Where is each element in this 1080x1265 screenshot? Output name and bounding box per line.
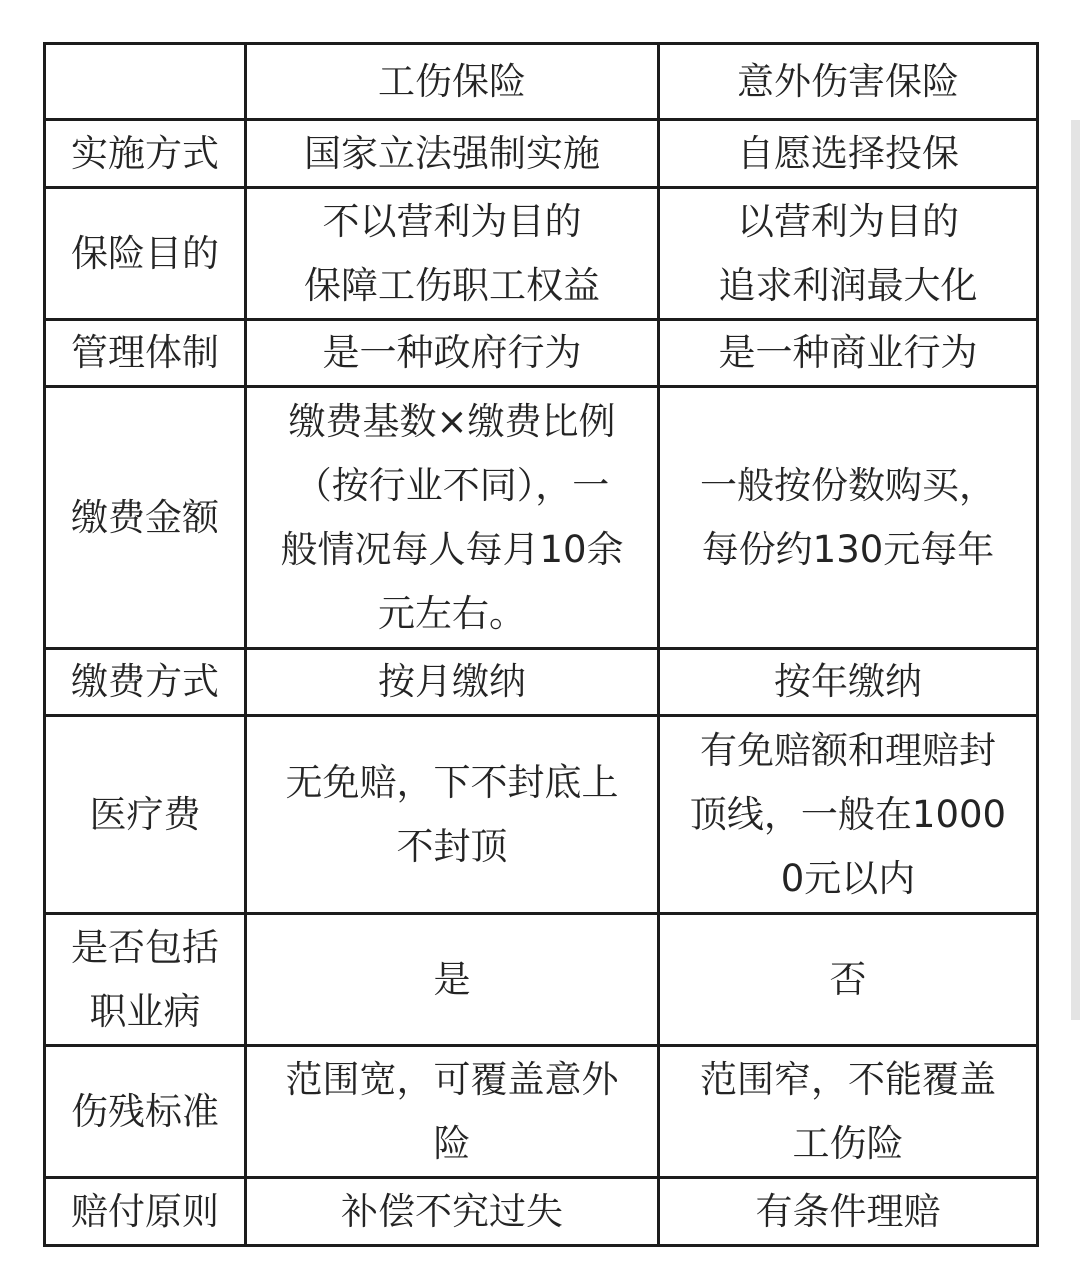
cell-text-line: 顶线，一般在1000	[689, 792, 1007, 836]
cell-text-line: 每份约130元每年	[701, 527, 995, 571]
row-label-cell	[45, 914, 246, 1046]
header-work-injury-insurance: 工伤保险	[246, 44, 659, 120]
cell-text-line: 不以营利为目的	[322, 199, 582, 243]
accident-insurance-cell	[659, 1046, 1038, 1178]
cell-text-line: 是	[433, 957, 471, 1001]
row-label-cell	[45, 716, 246, 914]
cell-text-line: 是一种商业行为	[718, 331, 978, 374]
cell-text-line: 赔付原则	[71, 1189, 219, 1233]
cell-text-line: 是一种政府行为	[322, 331, 582, 374]
row-contribution-amount	[45, 387, 1038, 649]
header-row	[45, 44, 1038, 120]
row-disability-standard	[45, 1046, 1038, 1178]
scrollbar-track[interactable]	[1071, 120, 1080, 1020]
header-accident-insurance: 意外伤害保险	[659, 44, 1038, 120]
cell-text-line: 国家立法强制实施	[304, 131, 600, 175]
cell-text-line: 有条件理赔	[755, 1189, 941, 1233]
row-medical-expenses	[45, 716, 1038, 914]
cell-text-line: 工伤险	[792, 1121, 904, 1165]
cell-text-line: 无免赔，下不封底上	[285, 760, 619, 804]
row-label-cell	[45, 1178, 246, 1246]
cell-text-line: 管理体制	[71, 331, 219, 374]
cell-text-line: 缴费金额	[71, 495, 219, 539]
cell-text-line: 0元以内	[780, 856, 916, 900]
accident-insurance-cell	[659, 387, 1038, 649]
work-injury-cell	[246, 120, 659, 188]
work-injury-cell	[246, 188, 659, 320]
work-injury-cell	[246, 1046, 659, 1178]
accident-insurance-cell	[659, 188, 1038, 320]
cell-text-line: 按年缴纳	[774, 660, 922, 703]
row-label-cell	[45, 649, 246, 716]
cell-text-line: 缴费方式	[71, 660, 219, 703]
cell-text-line: 保障工伤职工权益	[304, 263, 600, 307]
row-insurance-purpose	[45, 188, 1038, 320]
row-label-cell	[45, 387, 246, 649]
table-body	[45, 44, 1038, 1246]
cell-text-line: 是否包括	[71, 925, 219, 969]
work-injury-cell	[246, 716, 659, 914]
row-label-cell	[45, 1046, 246, 1178]
cell-text-line: 追求利润最大化	[718, 263, 978, 307]
work-injury-cell	[246, 649, 659, 716]
work-injury-cell	[246, 320, 659, 387]
cell-text-line: 不封顶	[396, 824, 508, 868]
cell-text-line: 实施方式	[71, 131, 219, 175]
row-management-system	[45, 320, 1038, 387]
row-occupational-disease	[45, 914, 1038, 1046]
cell-text-line: 医疗费	[89, 792, 201, 836]
row-implementation-method	[45, 120, 1038, 188]
cell-text-line: 范围窄，不能覆盖	[700, 1057, 996, 1101]
accident-insurance-cell	[659, 320, 1038, 387]
work-injury-cell	[246, 387, 659, 649]
accident-insurance-cell	[659, 716, 1038, 914]
row-payment-method	[45, 649, 1038, 716]
cell-text-line: （按行业不同），一	[294, 463, 610, 507]
cell-text-line: 险	[433, 1121, 471, 1165]
cell-text-line: 般情况每人每月10余	[280, 527, 624, 571]
cell-text-line: 保险目的	[71, 231, 219, 275]
cell-text-line: 元左右。	[378, 591, 526, 635]
accident-insurance-cell	[659, 120, 1038, 188]
cell-text-line: 一般按份数购买，	[700, 463, 996, 507]
cell-text-line: 范围宽，可覆盖意外	[285, 1057, 619, 1101]
cell-text-line: 职业病	[89, 989, 201, 1033]
work-injury-cell	[246, 914, 659, 1046]
accident-insurance-cell	[659, 1178, 1038, 1246]
accident-insurance-cell	[659, 914, 1038, 1046]
cell-text-line: 缴费基数×缴费比例	[288, 399, 616, 443]
cell-text-line: 否	[829, 957, 867, 1001]
cell-text-line: 以营利为目的	[737, 199, 959, 243]
cell-text-line: 补偿不究过失	[341, 1189, 563, 1233]
comparison-table	[43, 42, 1039, 1247]
cell-text-line: 伤残标准	[71, 1089, 219, 1133]
cell-text-line: 自愿选择投保	[737, 131, 959, 175]
accident-insurance-cell	[659, 649, 1038, 716]
cell-text-line: 按月缴纳	[378, 660, 526, 703]
row-label-cell	[45, 120, 246, 188]
header-corner-cell	[45, 44, 246, 120]
cell-text-line: 有免赔额和理赔封	[700, 728, 996, 772]
row-label-cell	[45, 320, 246, 387]
row-label-cell	[45, 188, 246, 320]
work-injury-cell	[246, 1178, 659, 1246]
row-compensation-principle	[45, 1178, 1038, 1246]
